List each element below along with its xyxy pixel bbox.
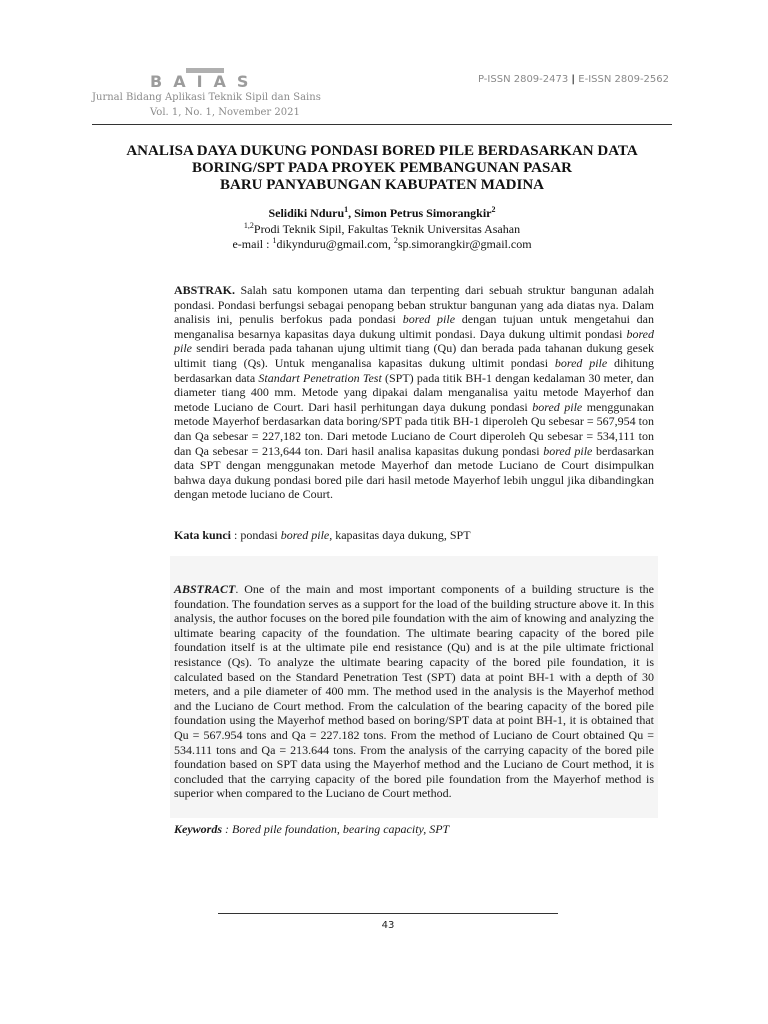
abstract-paragraph [174,582,654,801]
abstrak-italic: bored pile [402,312,456,327]
kata-kunci [174,528,471,543]
abstract-label: ABSTRACT [174,582,236,596]
abstrak-text: berdasarkan data SPT dengan menggunakan metode Mayerhof dan metode Luciano de Court disimpulkan bahwa daya dukung pondasi bored pile dari hasil metode Mayerhof lebih unggul jika dibandingkan dengan metode luciano de Court. [174,443,655,502]
email-prefix: e-mail : [232,237,273,251]
title-line: BORING/SPT PADA PROYEK PEMBANGUNAN PASAR [191,160,573,176]
abstrak-italic: bored pile [543,443,593,458]
issn-separator: | [571,74,576,85]
title-line: ANALISA DAYA DUKUNG PONDASI BORED PILE BERDASARKAN DATA [126,143,638,159]
page-number: 43 [381,920,395,931]
email-line [92,237,672,252]
footer-rule [218,913,558,914]
affiliation [92,222,672,237]
journal-volume: Vol. 1, No. 1, November 2021 [150,107,300,118]
abstrak-italic: bored pile [532,399,583,414]
keywords-text: : Bored pile foundation, bearing capacity, SPT [222,822,450,836]
journal-logo [150,68,290,92]
kata-kunci-sep: : pondasi [231,528,281,542]
abstrak-text: Salah satu komponen utama dan terpenting dari sebuah struktur bangunan adalah pondasi. Pondasi berfungsi sebagai penopang beban struktur bangunan yang ada diatas nya. Dalam analisis ini, penulis berfokus pada pondasi [174,283,654,327]
author-name: Simon Petrus Simorangkir [354,206,492,220]
abstrak-text: menggunakan metode Mayerhof berdasarkan data boring/SPT pada titik BH-1 diperoleh Qu sebesar = 567,954 ton dan Qa sebesar = 227,182 ton. Dari metode Luciano de Court diperoleh Qu sebesar = 534,111 ton dan Qa sebesar = 213,644 ton. Dari hasil analisa kapasitas dukung pondasi [174,399,655,458]
abstrak-text: (SPT) pada titik BH-1 dengan kedalaman 30 meter, dan diameter tiang 400 mm. Metode yang dipakai dalam menganalisa yaitu metode Mayerhof dan metode Luciano de Court. Dari hasil perhitungan daya dukung pondasi [174,370,654,414]
abstrak-italic: Standart Penetration Test [258,370,382,385]
abstrak-paragraph [174,283,654,502]
title-line: BARU PANYABUNGAN KABUPATEN MADINA [219,177,545,193]
header-rule [92,124,672,125]
kata-kunci-rest: kapasitas daya dukung, SPT [332,528,471,542]
abstrak-italic: bored pile [554,355,608,370]
email-address: sp.simorangkir@gmail.com [397,237,532,251]
author-superscript: 2 [491,205,496,214]
affiliation-text: Prodi Teknik Sipil, Fakultas Teknik Universitas Asahan [253,222,521,236]
author-list [92,206,672,221]
issn-print: P-ISSN 2809-2473 [478,74,569,85]
author-separator: , [348,206,355,220]
abstrak-label: ABSTRAK. [174,283,236,297]
email-superscript: 2 [393,236,398,245]
journal-name: Jurnal Bidang Aplikasi Teknik Sipil dan Sains [92,92,321,103]
issn-electronic: E-ISSN 2809-2562 [578,74,670,85]
abstract-text: . One of the main and most important components of a building structure is the foundation. The foundation serves as a support for the load of the building structure above it. In this analysis, the author focuses on the bored pile foundation with the aim of knowing and analyzing the ultimate bearing capacity of the foundation. The ultimate bearing capacity of the bored pile foundation itself is at the ultimate pile end resistance (Qu) and is at the pile ultimate frictional resistance (Qs). To analyze the ultimate bearing capacity of the bored pile foundation, it is calculated based on the Standard Penetration Test (SPT) data at point BH-1 with a depth of 30 meters, and a pile diameter of 400 mm. The method used in the analysis is the Mayerhof method and the Luciano de Court method. From the calculation of the bearing capacity of the bored pile foundation using the Mayerhof method based on boring/SPT data at point BH-1, it is obtained that Qu = 567.954 tons and Qa = 227.182 tons. From the method of Luciano de Court obtained Qu = 534.111 tons and Qa = 213.644 tons. From the analysis of the carrying capacity of the bored pile foundation based on SPT data using the Mayerhof method and the Luciano de Court method, it is concluded that the carrying capacity of the bored pile foundation from the Mayerhof method is superior when compared to the Luciano de Court method. [174,582,654,801]
issn-line [478,74,669,85]
author-name: Selidiki Nduru [268,206,345,220]
affiliation-superscript: 1,2 [243,221,254,230]
kata-kunci-italic: bored pile, [280,528,333,542]
logo-text: BAIAS [150,72,260,91]
email-superscript: 1 [272,236,277,245]
email-address: dikynduru@gmail.com, [276,237,394,251]
abstrak-italic: bored pile [174,326,654,356]
paper-title [92,143,672,194]
keywords-label: Keywords [174,822,222,836]
abstrak-text: dengan tujuan untuk mengetahui dan menganalisa besarnya kapasitas daya dukung ultimit pondasi. Daya dukung ultimit pondasi [174,312,655,341]
kata-kunci-label: Kata kunci [174,528,232,542]
keywords [174,822,449,837]
abstrak-text: dihitung berdasarkan data [174,355,655,385]
abstrak-text: sendiri berada pada tahanan ujung ultimit tiang (Qu) dan berada pada tahanan dukung gesek ultimit tiang (Qs). Untuk menganalisa kapasitas dukung ultimit pondasi [174,341,654,370]
author-superscript: 1 [344,205,349,214]
